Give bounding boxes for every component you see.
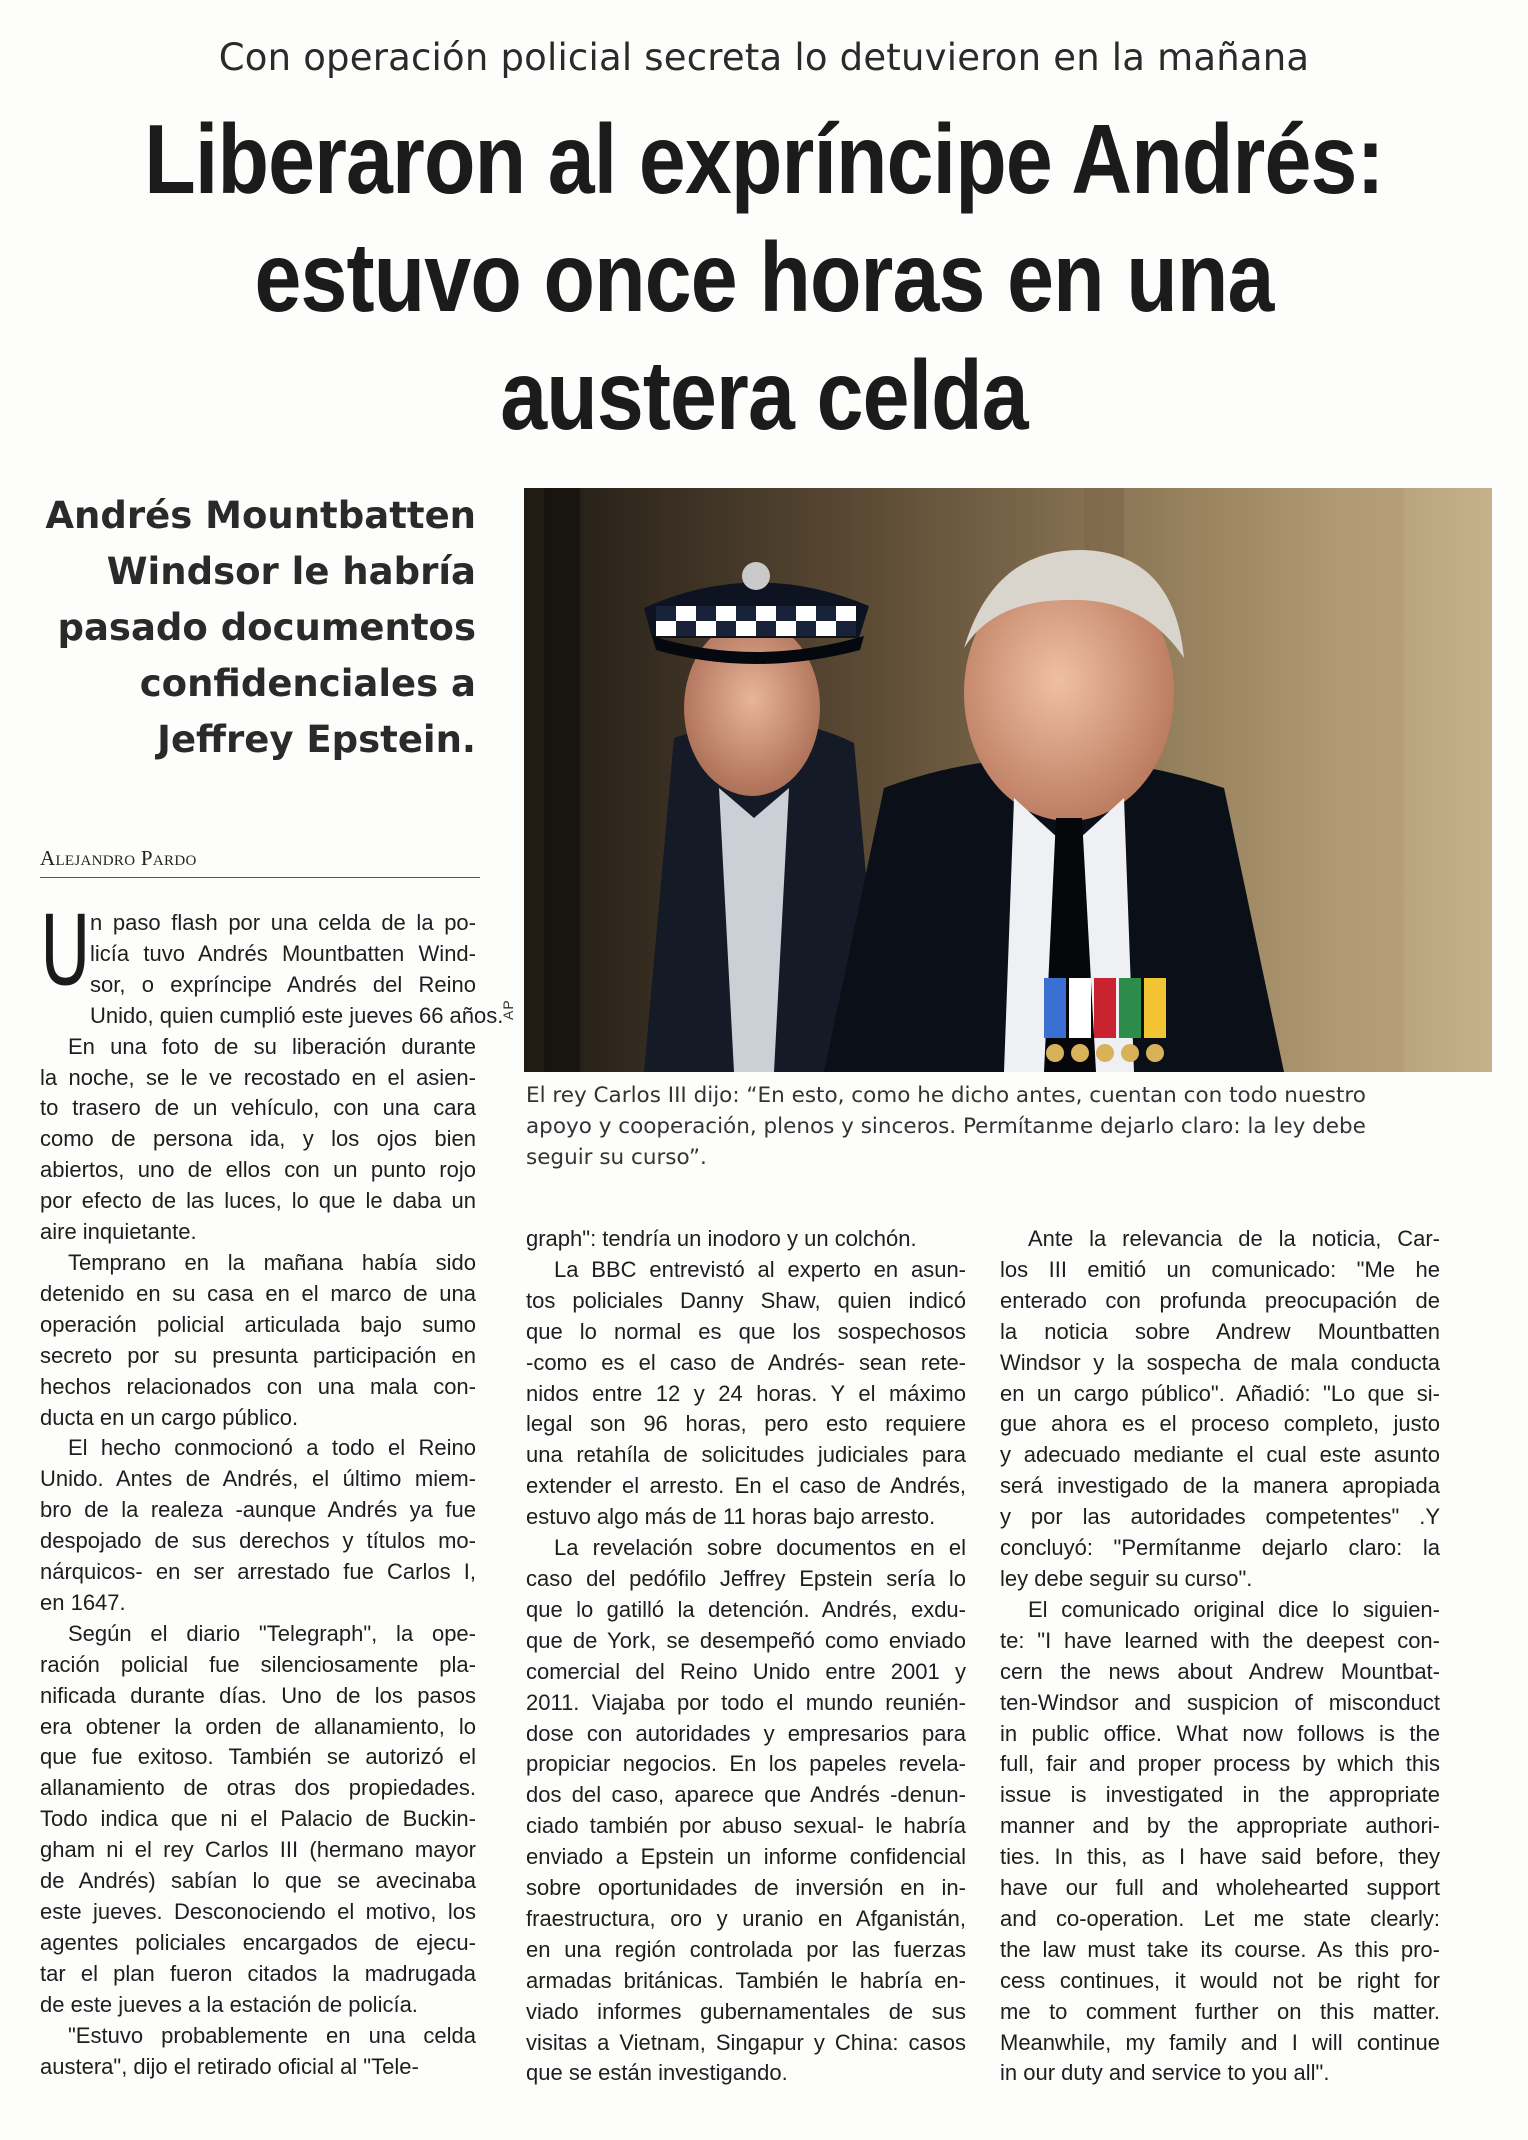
col2-line: dose con autoridades y empresarios para <box>526 1720 966 1746</box>
col3-line: concluyó: "Permítanme dejarlo claro: la <box>1000 1535 1440 1561</box>
col1-line: despojado de sus derechos y títulos mo- <box>40 1528 476 1554</box>
col1-line: Temprano en la mañana había sido <box>68 1249 476 1275</box>
caption-line-1: El rey Carlos III dijo: “En esto, como he dicho antes, cuentan con todo nuestro <box>526 1083 1366 1108</box>
col3-line: issue is investigated in the appropriate <box>1000 1782 1440 1808</box>
col1-line: de este jueves a la estación de policía. <box>40 1991 418 2017</box>
col1-line: como de persona ida, y los ojos bien <box>40 1126 476 1152</box>
col2-line: viado informes gubernamentales de sus <box>526 1998 966 2024</box>
article-column-3 <box>1000 1224 1440 2089</box>
col3-line: Meanwhile, my family and I will continue <box>1000 2029 1440 2055</box>
col2-line: enviado a Epstein un informe confidencial <box>526 1844 966 1870</box>
caption-line-3: seguir su curso”. <box>526 1145 707 1170</box>
col1-line: licía tuvo Andrés Mountbatten Wind- <box>90 940 476 966</box>
photo-caption <box>526 1080 1486 1173</box>
col1-line: tar el plan fueron citados la madrugada <box>40 1960 476 1986</box>
col1-line: hechos relacionados con una mala con- <box>40 1373 476 1399</box>
col2-line: visitas a Vietnam, Singapur y China: casos <box>526 2029 966 2055</box>
col2-line: sobre oportunidades de inversión en in- <box>526 1875 966 1901</box>
col3-line: Windsor y la sospecha de mala conducta <box>1000 1349 1440 1375</box>
col2-line: La BBC entrevistó al experto en asun- <box>554 1256 966 1282</box>
col2-line: fraestructura, oro y uranio en Afganistán, <box>526 1905 966 1931</box>
col2-line: nidos entre 12 y 24 horas. Y el máximo <box>526 1380 966 1406</box>
col2-line: legal son 96 horas, pero esto requiere <box>526 1411 966 1437</box>
col3-line: and co-operation. Let me state clearly: <box>1000 1905 1440 1931</box>
col2-line: 2011. Viajaba por todo el mundo reunién- <box>526 1689 966 1715</box>
col1-line: aire inquietante. <box>40 1219 197 1245</box>
col1-line: de Andrés) sabían lo que se avecinaba <box>40 1868 476 1894</box>
col3-line: ties. In this, as I have said before, they <box>1000 1844 1440 1870</box>
col1-line: agentes policiales encargados de ejecu- <box>40 1929 476 1955</box>
col1-line: que fue exitoso. También se autorizó el <box>40 1744 476 1770</box>
byline: Alejandro Pardo <box>40 846 480 878</box>
col3-line: la noticia sobre Andrew Mountbatten <box>1000 1318 1440 1344</box>
col2-line: propiciar negocios. En los papeles revela- <box>526 1751 966 1777</box>
photo-illustration <box>524 488 1492 1072</box>
col3-line: enterado con profunda preocupación de <box>1000 1287 1440 1313</box>
col3-line: los III emitió un comunicado: "Me he <box>1000 1256 1440 1282</box>
col1-line: Unido, quien cumplió este jueves 66 años. <box>90 1002 504 1028</box>
col3-line: gue ahora es el proceso completo, justo <box>1000 1411 1440 1437</box>
deck-subheadline <box>40 488 476 768</box>
col3-line: manner and by the appropriate authori- <box>1000 1813 1440 1839</box>
col2-line: armadas británicas. También le habría en- <box>526 1967 966 1993</box>
headline-line-2: estuvo once horas en una <box>254 222 1274 332</box>
col1-line: n paso flash por una celda de la po- <box>90 910 476 935</box>
col1-line: sor, o expríncipe Andrés del Reino <box>90 971 476 997</box>
headline-line-3: austera celda <box>500 340 1028 450</box>
deck-line-5: Jeffrey Epstein. <box>157 718 476 761</box>
col3-line: ley debe seguir su curso". <box>1000 1565 1253 1591</box>
col2-line: dos del caso, aparece que Andrés -denun- <box>526 1782 966 1808</box>
drop-cap: U <box>40 895 91 1007</box>
col2-line: -como es el caso de Andrés- sean rete- <box>526 1349 966 1375</box>
col3-line: the law must take its course. As this pro- <box>1000 1936 1440 1962</box>
caption-line-2: apoyo y cooperación, plenos y sinceros. Permítanme dejarlo claro: la ley debe <box>526 1114 1366 1139</box>
col3-line: cess continues, it would not be right for <box>1000 1967 1440 1993</box>
col1-line: operación policial articulada bajo sumo <box>40 1311 476 1337</box>
deck-line-4: confidenciales a <box>139 662 476 705</box>
col1-line: Unido. Antes de Andrés, el último miem- <box>40 1466 476 1492</box>
col2-line: que lo gatilló la detención. Andrés, exdu- <box>526 1596 966 1622</box>
col3-line: te: "I have learned with the deepest con- <box>1000 1627 1440 1653</box>
col1-line: Según el diario "Telegraph", la ope- <box>68 1620 476 1646</box>
col2-line: que de York, se desempeñó como enviado <box>526 1627 966 1653</box>
col1-line: En una foto de su liberación durante <box>68 1033 476 1059</box>
col3-line: será investigado de la manera apropiada <box>1000 1473 1440 1499</box>
col1-line: era obtener la orden de allanamiento, lo <box>40 1713 476 1739</box>
col3-line: in public office. What now follows is the <box>1000 1720 1440 1746</box>
col3-line: Ante la relevancia de la noticia, Car- <box>1028 1226 1440 1251</box>
col2-line: extender el arresto. En el caso de Andrés, <box>526 1473 966 1499</box>
col1-line: "Estuvo probablemente en una celda <box>68 2022 476 2048</box>
col3-line: full, fair and proper process by which this <box>1000 1751 1440 1777</box>
col2-line: que se están investigando. <box>526 2060 788 2086</box>
article-column-1 <box>40 908 504 2082</box>
col1-line: gham ni el rey Carlos III (hermano mayor <box>40 1837 476 1863</box>
col2-line: ciado también por abuso sexual- le habría <box>526 1813 966 1839</box>
col1-line: El hecho conmocionó a todo el Reino <box>68 1435 476 1461</box>
col1-line: nárquicos- en ser arrestado fue Carlos I, <box>40 1559 476 1585</box>
deck-line-3: pasado documentos <box>57 606 476 649</box>
col3-line: cern the news about Andrew Mountbat- <box>1000 1658 1440 1684</box>
col1-line: secreto por su presunta participación en <box>40 1342 476 1368</box>
col1-line: nificada durante días. Uno de los pasos <box>40 1682 476 1708</box>
col1-line: to trasero de un vehículo, con una cara <box>40 1095 476 1121</box>
col2-line: caso del pedófilo Jeffrey Epstein sería lo <box>526 1565 966 1591</box>
kicker: Con operación policial secreta lo detuvieron en la mañana <box>218 36 1310 79</box>
deck-line-2: Windsor le habría <box>106 550 476 593</box>
col1-line: detenido en su casa en el marco de una <box>40 1280 476 1306</box>
news-photo <box>524 488 1492 1072</box>
headline-line-1: Liberaron al expríncipe Andrés: <box>144 104 1384 214</box>
col2-line: tos policiales Danny Shaw, quien indicó <box>526 1287 966 1313</box>
col2-line: una retahíla de solicitudes judiciales para <box>526 1442 966 1468</box>
col3-line: y adecuado mediante el cual este asunto <box>1000 1442 1440 1468</box>
col3-line: ten-Windsor and suspicion of misconduct <box>1000 1689 1440 1715</box>
col1-line: en 1647. <box>40 1589 126 1615</box>
col2-line: en una región controlada por las fuerzas <box>526 1936 966 1962</box>
col1-line: por efecto de las luces, lo que le daba un <box>40 1188 476 1214</box>
col3-line: y por las autoridades competentes" .Y <box>1000 1504 1440 1530</box>
col3-line: El comunicado original dice lo siguien- <box>1028 1596 1440 1622</box>
col3-line: in our duty and service to you all". <box>1000 2060 1330 2086</box>
col1-line: abiertos, uno de ellos con un punto rojo <box>40 1157 476 1183</box>
col1-line: Todo indica que ni el Palacio de Buckin- <box>40 1806 476 1832</box>
col1-line: bro de la realeza -aunque Andrés ya fue <box>40 1497 476 1523</box>
headline <box>133 100 1395 454</box>
col3-line: me to comment further on this matter. <box>1000 1998 1440 2024</box>
col2-line: que lo normal es que los sospechosos <box>526 1318 966 1344</box>
photo-credit: AP <box>500 999 516 1020</box>
col1-line: este jueves. Desconociendo el motivo, los <box>40 1899 476 1924</box>
col2-line: graph": tendría un inodoro y un colchón. <box>526 1226 917 1251</box>
col2-line: estuvo algo más de 11 horas bajo arresto. <box>526 1504 936 1530</box>
col3-line: have our full and wholehearted support <box>1000 1875 1440 1901</box>
col1-line: austera", dijo el retirado oficial al "Tele- <box>40 2053 419 2079</box>
deck-line-1: Andrés Mountbatten <box>45 494 476 537</box>
col1-line: la noche, se le ve recostado en el asien- <box>40 1064 476 1090</box>
col1-line: ducta en un cargo público. <box>40 1404 299 1430</box>
article-column-2 <box>526 1224 966 2089</box>
col2-line: comercial del Reino Unido entre 2001 y <box>526 1658 966 1684</box>
col1-line: allanamiento de otras dos propiedades. <box>40 1775 476 1801</box>
col2-line: La revelación sobre documentos en el <box>554 1535 966 1561</box>
col3-line: en un cargo público". Añadió: "Lo que si- <box>1000 1380 1440 1406</box>
col1-line: ración policial fue silenciosamente pla- <box>40 1651 476 1677</box>
